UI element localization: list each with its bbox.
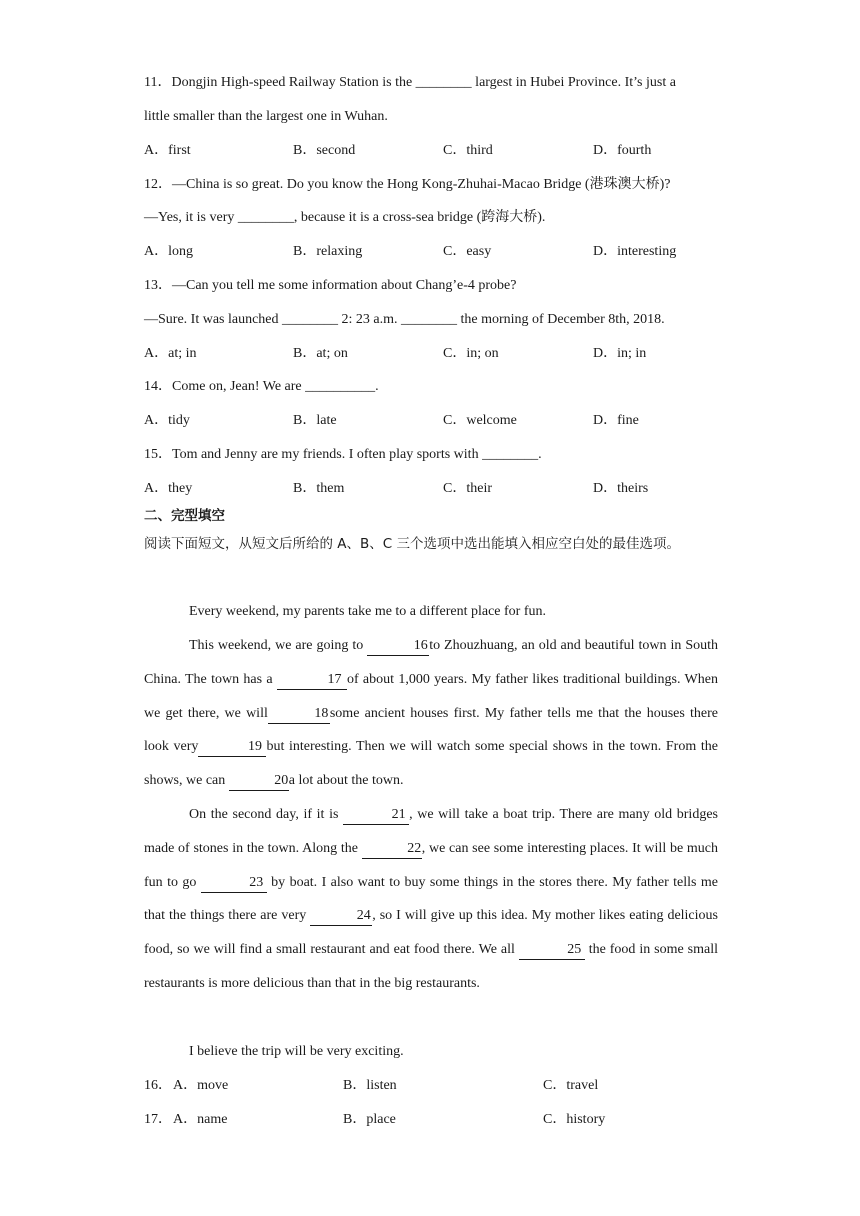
blank-18[interactable]: 18: [268, 705, 330, 724]
blank-21[interactable]: 21: [343, 806, 409, 825]
blank-20[interactable]: 20: [229, 772, 289, 791]
question-15-line-1: 15．Tom and Jenny are my friends. I often play sports with ________.: [144, 447, 542, 462]
option-c[interactable]: C．third: [443, 143, 493, 158]
question-17-number: 17．: [144, 1112, 172, 1127]
blank-17[interactable]: 17: [277, 671, 347, 690]
passage-paragraph-1: Every weekend, my parents take me to a different place for fun.: [189, 604, 546, 619]
passage-paragraph-2: This weekend, we are going to 16 to Zhouzhuang, an old and beautiful town in South China. The town has a 17 of about 1,000 years. My father likes traditional buildings. When we get there, we will 18 some ancient houses first. My father tells me that the houses there look very 19 but interesting. Then we will watch some special shows in the town. From the shows, we can 20a lot about the town.: [144, 629, 718, 798]
option-d[interactable]: D．fourth: [593, 143, 652, 158]
question-13-line-1: 13．—Can you tell me some information about Chang’e-4 probe?: [144, 278, 517, 293]
option-c[interactable]: C．their: [443, 481, 492, 496]
section-instruction: 阅读下面短文，从短文后所给的 A、B、C 三个选项中选出能填入相应空白处的最佳选项。: [144, 536, 681, 552]
blank-16[interactable]: 16: [367, 637, 429, 656]
question-12-options: [144, 242, 718, 262]
option-a[interactable]: A．long: [144, 244, 193, 259]
option-c[interactable]: C．welcome: [443, 413, 517, 428]
question-11-line-2: little smaller than the largest one in Wuhan.: [144, 109, 388, 124]
question-13-options: [144, 344, 718, 364]
blank-23[interactable]: 23: [201, 874, 267, 893]
question-14-options: [144, 411, 718, 431]
question-11-line-1: 11．Dongjin High-speed Railway Station is the ________ largest in Hubei Province. It’s just a: [144, 75, 676, 90]
option-b[interactable]: B．them: [293, 481, 345, 496]
question-13-line-2: —Sure. It was launched ________ 2: 23 a.m. ________ the morning of December 8th, 2018.: [144, 312, 665, 327]
option-a[interactable]: A．at; in: [144, 346, 197, 361]
option-a[interactable]: A．move: [173, 1078, 229, 1093]
question-14-line-1: 14．Come on, Jean! We are __________.: [144, 379, 379, 394]
option-b[interactable]: B．second: [293, 143, 356, 158]
option-a[interactable]: A．they: [144, 481, 193, 496]
passage-paragraph-3: On the second day, if it is 21 , we will take a boat trip. There are many old bridges made of stones in the town. Along the 22, we can see some interesting places. It will be much fun to go 23 by boat. I also want to buy some things in the stores there. My father tells me that the things there are very 24 , so I will give up this idea. My mother likes eating delicious food, so we will find a small restaurant and eat food there. We all 25 the food in some small restaurants is more delicious than that in the big restaurants.: [144, 807, 719, 991]
option-b[interactable]: B．at; on: [293, 346, 348, 361]
passage-paragraph-4: I believe the trip will be very exciting.: [189, 1044, 404, 1059]
blank-19[interactable]: 19: [198, 738, 266, 757]
option-d[interactable]: D．in; in: [593, 346, 647, 361]
question-16-number: 16．: [144, 1078, 172, 1093]
option-d[interactable]: D．interesting: [593, 244, 677, 259]
option-c[interactable]: C．travel: [543, 1078, 599, 1093]
blank-24[interactable]: 24: [310, 907, 372, 926]
question-15-options: [144, 479, 718, 499]
option-c[interactable]: C．in; on: [443, 346, 499, 361]
option-a[interactable]: A．first: [144, 143, 191, 158]
option-b[interactable]: B．place: [343, 1112, 396, 1127]
question-17-options: [144, 1110, 718, 1130]
option-d[interactable]: D．fine: [593, 413, 639, 428]
option-c[interactable]: C．history: [543, 1112, 606, 1127]
option-c[interactable]: C．easy: [443, 244, 492, 259]
question-12-line-1: 12．—China is so great. Do you know the Hong Kong-Zhuhai-Macao Bridge (港珠澳大桥)?: [144, 177, 671, 192]
option-b[interactable]: B．relaxing: [293, 244, 363, 259]
option-d[interactable]: D．theirs: [593, 481, 649, 496]
question-16-options: [144, 1076, 718, 1096]
question-11-options: [144, 141, 718, 161]
option-b[interactable]: B．listen: [343, 1078, 397, 1093]
option-a[interactable]: A．name: [173, 1112, 228, 1127]
option-b[interactable]: B．late: [293, 413, 337, 428]
section-title: 二、完型填空: [144, 508, 225, 524]
question-12-line-2: —Yes, it is very ________, because it is a cross-sea bridge (跨海大桥).: [144, 210, 546, 225]
option-a[interactable]: A．tidy: [144, 413, 190, 428]
blank-22[interactable]: 22: [362, 840, 422, 859]
blank-25[interactable]: 25: [519, 941, 585, 960]
